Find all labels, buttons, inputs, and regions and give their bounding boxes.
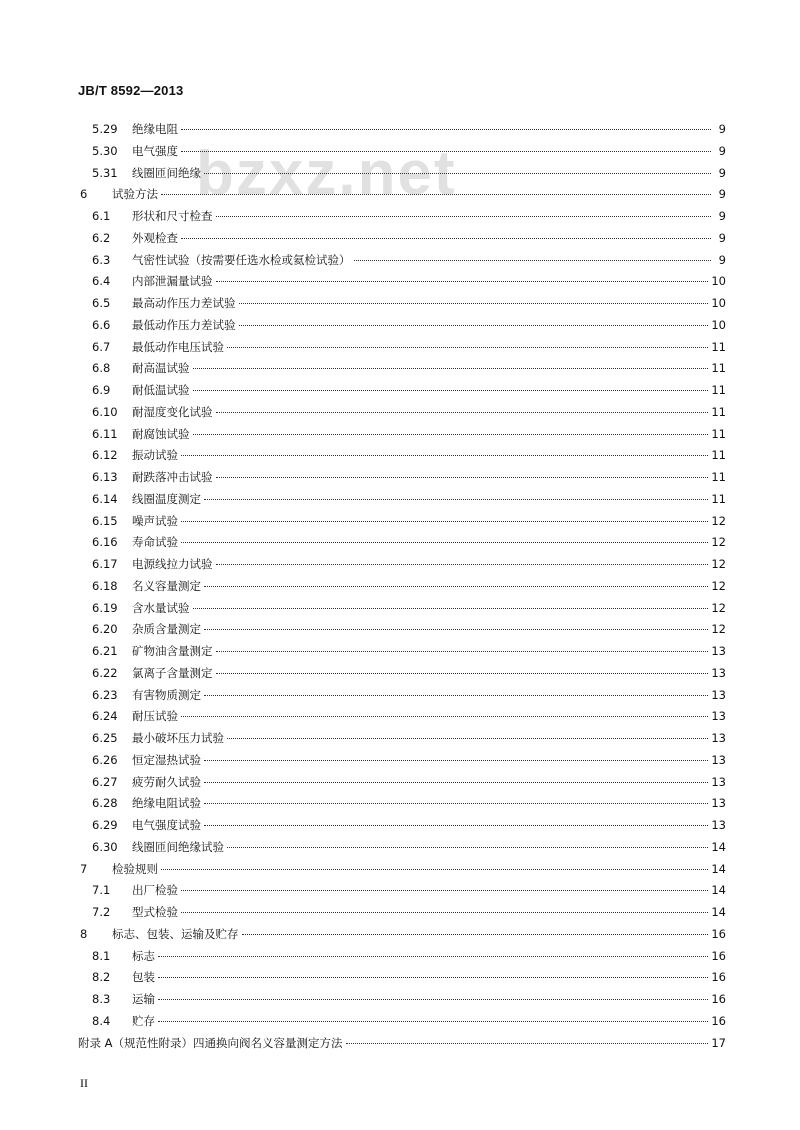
toc-entry-page: 9 xyxy=(718,143,726,158)
toc-entry[interactable] xyxy=(92,664,726,682)
dot-leader xyxy=(161,194,711,195)
toc-entry-page: 14 xyxy=(711,883,726,898)
toc-entry[interactable] xyxy=(92,555,726,573)
toc-entry-title: 噪声试验 xyxy=(132,513,178,528)
toc-entry-page: 14 xyxy=(711,861,726,876)
toc-entry-number: 6.23 xyxy=(92,687,118,702)
dot-leader xyxy=(193,434,709,435)
toc-entry-title: 出厂检验 xyxy=(132,883,178,898)
toc-entry-page: 16 xyxy=(711,1013,726,1028)
toc-entry-page: 16 xyxy=(711,926,726,941)
toc-entry-number: 6 xyxy=(80,187,88,202)
toc-entry-title: 贮存 xyxy=(132,1013,155,1028)
toc-entry-title: 形状和尺寸检查 xyxy=(132,209,213,223)
dot-leader xyxy=(216,281,709,282)
toc-entry-title: 耐跌落冲击试验 xyxy=(132,470,213,484)
toc-entry-title: 运输 xyxy=(132,992,155,1006)
toc-entry-title: 有害物质测定 xyxy=(132,687,201,702)
dot-leader xyxy=(216,477,709,478)
toc-entry[interactable] xyxy=(92,707,726,725)
toc-entry-page: 10 xyxy=(711,317,726,332)
toc-entry[interactable] xyxy=(92,881,726,899)
toc-entry-title: 电气强度试验 xyxy=(132,818,201,832)
toc-entry-title: 标志 xyxy=(132,948,155,963)
toc-entry-title: 最小破坏压力试验 xyxy=(132,731,224,745)
toc-entry[interactable] xyxy=(92,272,726,290)
toc-entry-page: 12 xyxy=(711,535,726,550)
toc-entry[interactable] xyxy=(92,381,726,399)
dot-leader xyxy=(239,303,709,304)
dot-leader xyxy=(216,564,709,565)
toc-entry-number: 6.9 xyxy=(92,383,111,397)
toc-entry-number: 6.13 xyxy=(92,470,118,484)
toc-entry-title: 试验方法 xyxy=(112,187,158,202)
toc-entry-number: 6.15 xyxy=(92,513,118,528)
toc-entry-number: 8.3 xyxy=(92,992,111,1006)
toc-entry-page: 10 xyxy=(711,274,726,289)
dot-leader xyxy=(181,890,708,891)
dot-leader xyxy=(242,934,709,935)
toc-entry-number: 6.17 xyxy=(92,557,118,571)
dot-leader xyxy=(216,651,709,652)
toc-entry[interactable] xyxy=(92,294,726,312)
toc-entry[interactable] xyxy=(92,164,726,182)
toc-entry-number: 6.4 xyxy=(92,274,111,289)
toc-entry-number: 8.4 xyxy=(92,1013,111,1028)
toc-entry-page: 11 xyxy=(711,470,726,484)
page-number: II xyxy=(80,1076,88,1090)
toc-entry-number: 6.21 xyxy=(92,644,118,658)
dot-leader xyxy=(181,238,711,239)
dot-leader xyxy=(216,412,709,413)
toc-entry[interactable] xyxy=(92,990,726,1008)
toc-entry-title: 标志、包装、运输及贮存 xyxy=(112,926,239,941)
toc-entry[interactable] xyxy=(92,947,726,965)
toc-entry[interactable] xyxy=(92,599,726,617)
toc-entry-page: 10 xyxy=(711,296,726,310)
toc-entry-page: 9 xyxy=(718,122,726,136)
toc-entry-title: 线圈匝间绝缘试验 xyxy=(132,839,224,854)
toc-entry[interactable] xyxy=(92,816,726,834)
toc-entry-page: 12 xyxy=(711,600,726,615)
toc-entry-page: 16 xyxy=(711,992,726,1006)
toc-entry-number: 6.1 xyxy=(92,209,111,223)
toc-entry-title: 线圈匝间绝缘 xyxy=(132,165,201,180)
toc-entry-number: 6.6 xyxy=(92,317,111,332)
toc-entry[interactable] xyxy=(92,533,726,551)
toc-entry-page: 13 xyxy=(711,709,726,724)
toc-entry[interactable] xyxy=(80,185,726,203)
dot-leader xyxy=(204,629,708,630)
toc-entry-number: 6.8 xyxy=(92,361,111,376)
toc-entry-number: 8 xyxy=(80,926,88,941)
toc-entry[interactable] xyxy=(80,860,726,878)
toc-entry-title: 线圈温度测定 xyxy=(132,491,201,506)
toc-entry-page: 9 xyxy=(718,187,726,202)
toc-entry-number: 6.19 xyxy=(92,600,118,615)
toc-entry[interactable] xyxy=(92,251,726,269)
toc-entry[interactable] xyxy=(92,359,726,377)
toc-entry-page: 11 xyxy=(711,404,726,419)
toc-entry-title: 绝缘电阻试验 xyxy=(132,796,201,811)
toc-entry-number: 6.30 xyxy=(92,839,118,854)
toc-entry-number: 5.30 xyxy=(92,143,118,158)
toc-entry-page: 13 xyxy=(711,752,726,767)
toc-entry-title: 矿物油含量测定 xyxy=(132,644,213,658)
dot-leader xyxy=(181,129,711,130)
dot-leader xyxy=(181,455,708,456)
dot-leader xyxy=(181,521,708,522)
dot-leader xyxy=(158,999,708,1000)
toc-entry-page: 9 xyxy=(718,165,726,180)
toc-entry-page: 13 xyxy=(711,818,726,832)
toc-entry[interactable] xyxy=(92,512,726,530)
toc-entry[interactable] xyxy=(92,838,726,856)
dot-leader xyxy=(216,673,709,674)
dot-leader xyxy=(227,347,708,348)
toc-entry-title: 内部泄漏量试验 xyxy=(132,274,213,289)
toc-entry[interactable] xyxy=(92,446,726,464)
dot-leader xyxy=(158,977,708,978)
dot-leader xyxy=(158,956,708,957)
toc-entry-page: 11 xyxy=(711,383,726,397)
toc-entry-number: 7.2 xyxy=(92,905,111,919)
toc-entry-number: 6.16 xyxy=(92,535,118,550)
toc-entry-number: 6.18 xyxy=(92,578,118,593)
toc-entry-page: 17 xyxy=(711,1035,726,1050)
toc-entry-number: 6.22 xyxy=(92,665,118,680)
toc-entry[interactable] xyxy=(92,229,726,247)
toc-entry-number: 6.27 xyxy=(92,774,118,789)
toc-entry-number: 6.24 xyxy=(92,709,118,724)
dot-leader xyxy=(193,368,709,369)
toc-entry-page: 11 xyxy=(711,426,726,441)
toc-entry-title: 恒定湿热试验 xyxy=(132,752,201,767)
watermark: bzxz.net xyxy=(196,139,457,208)
toc-entry-page: 12 xyxy=(711,513,726,528)
dot-leader xyxy=(158,1021,708,1022)
toc-entry-title: 耐高温试验 xyxy=(132,361,190,376)
toc-entry[interactable] xyxy=(92,773,726,791)
dot-leader xyxy=(227,738,708,739)
toc-entry-title: 耐湿度变化试验 xyxy=(132,404,213,419)
toc-entry-page: 11 xyxy=(711,448,726,463)
toc-entry-page: 12 xyxy=(711,557,726,571)
toc-entry-title: 疲劳耐久试验 xyxy=(132,774,201,789)
toc-entry-title: 耐腐蚀试验 xyxy=(132,426,190,441)
standard-code-header: JB/T 8592—2013 xyxy=(78,83,184,98)
dot-leader xyxy=(204,695,708,696)
toc-entry-page: 11 xyxy=(711,361,726,376)
dot-leader xyxy=(204,760,708,761)
toc-entry-number: 6.7 xyxy=(92,339,111,354)
toc-entry-page: 13 xyxy=(711,687,726,702)
toc-entry-title: 型式检验 xyxy=(132,905,178,919)
toc-entry[interactable] xyxy=(92,316,726,334)
toc-entry-page: 12 xyxy=(711,622,726,637)
toc-entry-number: 6.3 xyxy=(92,252,111,267)
toc-entry-page: 13 xyxy=(711,796,726,811)
toc-entry[interactable] xyxy=(92,794,726,812)
dot-leader xyxy=(346,1043,709,1044)
toc-entry[interactable] xyxy=(92,642,726,660)
toc-entry-title: 电源线拉力试验 xyxy=(132,557,213,571)
dot-leader xyxy=(204,586,708,587)
toc-entry-number: 6.10 xyxy=(92,404,118,419)
toc-entry[interactable] xyxy=(92,207,726,225)
toc-entry-title: 氯离子含量测定 xyxy=(132,665,213,680)
dot-leader xyxy=(354,260,712,261)
toc-entry-page: 16 xyxy=(711,948,726,963)
dot-leader xyxy=(181,542,708,543)
dot-leader xyxy=(227,847,708,848)
toc-entry-number: 8.2 xyxy=(92,970,111,985)
toc-entry-title: 外观检查 xyxy=(132,230,178,245)
dot-leader xyxy=(161,869,708,870)
toc-entry[interactable] xyxy=(92,403,726,421)
toc-entry-page: 13 xyxy=(711,644,726,658)
dot-leader xyxy=(204,499,708,500)
toc-entry-title: 杂质含量测定 xyxy=(132,622,201,637)
dot-leader xyxy=(193,608,709,609)
dot-leader xyxy=(181,151,711,152)
toc-entry-page: 14 xyxy=(711,905,726,919)
toc-entry-title: 名义容量测定 xyxy=(132,578,201,593)
toc-entry-title: 气密性试验（按需要任选水检或氦检试验） xyxy=(132,252,351,267)
toc-entry[interactable] xyxy=(92,425,726,443)
toc-entry-title: 耐低温试验 xyxy=(132,383,190,397)
toc-entry-number: 6.29 xyxy=(92,818,118,832)
dot-leader xyxy=(204,825,708,826)
toc-entry[interactable] xyxy=(92,468,726,486)
toc-entry[interactable] xyxy=(92,1012,726,1030)
toc-entry[interactable] xyxy=(92,686,726,704)
toc-entry-title: 电气强度 xyxy=(132,143,178,158)
toc-entry[interactable] xyxy=(80,925,726,943)
toc-entry[interactable] xyxy=(92,120,726,138)
toc-entry-page: 12 xyxy=(711,578,726,593)
toc-entry-number: 6.25 xyxy=(92,731,118,745)
toc-entry-page: 13 xyxy=(711,774,726,789)
toc-entry-number: 6.2 xyxy=(92,230,111,245)
toc-entry[interactable] xyxy=(92,577,726,595)
toc-entry-title: 检验规则 xyxy=(112,861,158,876)
toc-entry-page: 13 xyxy=(711,731,726,745)
toc-entry-page: 11 xyxy=(711,339,726,354)
toc-entry-title: 振动试验 xyxy=(132,448,178,463)
toc-entry[interactable] xyxy=(92,490,726,508)
dot-leader xyxy=(193,390,709,391)
toc-entry-title: 包装 xyxy=(132,970,155,985)
toc-entry-page: 9 xyxy=(718,209,726,223)
toc-entry[interactable] xyxy=(92,142,726,160)
toc-entry-number: 6.11 xyxy=(92,426,118,441)
dot-leader xyxy=(239,325,709,326)
toc-entry-number: 7 xyxy=(80,861,88,876)
toc-entry-page: 9 xyxy=(718,252,726,267)
toc-entry[interactable] xyxy=(92,968,726,986)
toc-entry-number: 6.26 xyxy=(92,752,118,767)
toc-entry[interactable] xyxy=(92,338,726,356)
toc-entry-number: 6.20 xyxy=(92,622,118,637)
toc-entry-number: 5.29 xyxy=(92,122,118,136)
toc-entry-page: 16 xyxy=(711,970,726,985)
toc-entry-title: 绝缘电阻 xyxy=(132,122,178,136)
toc-entry-page: 11 xyxy=(711,491,726,506)
dot-leader xyxy=(216,216,712,217)
toc-entry-title: 最高动作压力差试验 xyxy=(132,296,236,310)
toc-entry-title: 最低动作电压试验 xyxy=(132,339,224,354)
toc-entry-number: 6.14 xyxy=(92,491,118,506)
toc-entry-number: 5.31 xyxy=(92,165,118,180)
toc-entry[interactable] xyxy=(92,620,726,638)
toc-entry[interactable] xyxy=(92,751,726,769)
toc-entry-number: 6.28 xyxy=(92,796,118,811)
toc-entry[interactable] xyxy=(92,903,726,921)
toc-entry-page: 13 xyxy=(711,665,726,680)
dot-leader xyxy=(181,912,708,913)
toc-entry-number: 7.1 xyxy=(92,883,111,898)
toc-entry-title: 耐压试验 xyxy=(132,709,178,724)
toc-entry-title: 寿命试验 xyxy=(132,535,178,550)
toc-entry-title: 最低动作压力差试验 xyxy=(132,317,236,332)
toc-entry-number: 6.12 xyxy=(92,448,118,463)
dot-leader xyxy=(204,803,708,804)
toc-entry-page: 9 xyxy=(718,230,726,245)
dot-leader xyxy=(204,782,708,783)
toc-entry-number: 6.5 xyxy=(92,296,111,310)
toc-entry[interactable] xyxy=(78,1034,726,1052)
dot-leader xyxy=(181,716,708,717)
toc-entry-number: 8.1 xyxy=(92,948,111,963)
toc-entry[interactable] xyxy=(92,729,726,747)
dot-leader xyxy=(204,173,711,174)
toc-entry-page: 14 xyxy=(711,839,726,854)
toc-entry-title: 含水量试验 xyxy=(132,600,190,615)
toc-entry-title: 附录 A（规范性附录）四通换向阀名义容量测定方法 xyxy=(78,1035,343,1050)
